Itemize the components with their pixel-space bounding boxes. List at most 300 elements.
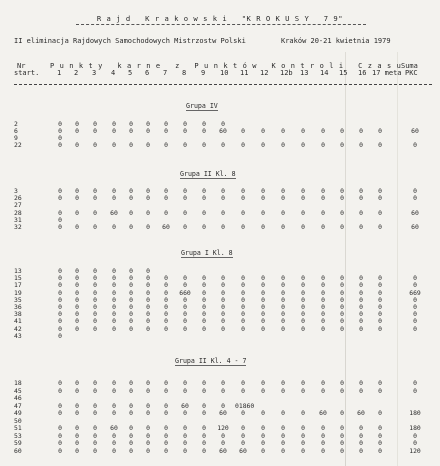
penalty-cell: 0 xyxy=(183,127,187,135)
sum-cell: 0 xyxy=(413,431,417,440)
penalty-cell: 0 xyxy=(281,424,285,432)
table-row xyxy=(0,223,440,231)
penalty-cell: 0 xyxy=(164,401,168,410)
penalty-cell: 0 xyxy=(321,310,325,319)
table-row xyxy=(0,447,440,455)
penalty-cell: 0 xyxy=(241,223,245,231)
penalty-cell: 0 xyxy=(183,310,187,319)
penalty-cell: 0 xyxy=(261,424,265,432)
penalty-cell: 0 xyxy=(378,281,382,290)
penalty-cell: 0 xyxy=(146,310,150,319)
penalty-cell: 0 xyxy=(129,317,133,326)
penalty-cell: 0 xyxy=(359,274,363,283)
penalty-cell: 0 xyxy=(75,424,79,432)
penalty-cell: 0 xyxy=(164,386,168,395)
penalty-cell: 0 xyxy=(146,439,150,447)
penalty-cell: 0 xyxy=(261,127,265,135)
start-number: 32 xyxy=(14,223,22,231)
sum-cell: 0 xyxy=(413,194,417,203)
penalty-cell: 0 xyxy=(261,439,265,447)
penalty-cell: 0 xyxy=(93,281,97,290)
penalty-cell: 0 xyxy=(340,310,344,319)
sum-cell: 0 xyxy=(413,379,417,387)
penalty-cell: 0 xyxy=(340,295,344,304)
penalty-cell: 0 xyxy=(340,288,344,297)
penalty-cell: 0 xyxy=(146,120,150,128)
penalty-cell: 0 xyxy=(281,141,285,149)
penalty-cell: 0 xyxy=(75,446,79,455)
penalty-cell: 0 xyxy=(340,194,344,203)
penalty-cell: 0 xyxy=(359,281,363,290)
col-number-18: 17 meta xyxy=(372,69,402,77)
penalty-cell: 0 xyxy=(359,386,363,395)
penalty-cell: 0 xyxy=(129,409,133,417)
penalty-cell: 0 xyxy=(340,439,344,447)
penalty-cell: 0 xyxy=(93,317,97,326)
penalty-cell: 0 xyxy=(261,208,265,217)
penalty-cell: 0 xyxy=(321,379,325,387)
penalty-cell: 0 xyxy=(164,141,168,149)
sum-cell: 120 xyxy=(409,446,421,455)
penalty-cell: 0 xyxy=(202,120,206,128)
penalty-cell: 0 xyxy=(164,120,168,128)
penalty-cell: 0 xyxy=(202,141,206,149)
penalty-cell: 0 xyxy=(221,120,225,128)
title-underline xyxy=(76,24,366,25)
penalty-cell: 0 xyxy=(301,317,305,326)
penalty-cell: 0 xyxy=(93,141,97,149)
penalty-cell: 0 xyxy=(359,127,363,135)
penalty-cell: 0 xyxy=(183,446,187,455)
penalty-cell: 0 xyxy=(183,424,187,432)
sum-cell: 0 xyxy=(413,310,417,319)
penalty-cell: 0 xyxy=(359,317,363,326)
penalty-cell: 0 xyxy=(75,288,79,297)
penalty-cell: 0 xyxy=(112,295,116,304)
penalty-cell: 0 xyxy=(340,208,344,217)
penalty-cell: 0 xyxy=(202,317,206,326)
penalty-cell: 0 xyxy=(129,288,133,297)
sum-cell: 0 xyxy=(413,439,417,447)
penalty-cell: 60 xyxy=(110,424,118,432)
penalty-cell: 0 xyxy=(301,310,305,319)
penalty-cell: 0 xyxy=(75,274,79,283)
penalty-cell: 0 xyxy=(146,424,150,432)
penalty-cell: 0 xyxy=(93,288,97,297)
penalty-cell: 0 xyxy=(241,281,245,290)
penalty-cell: 0 xyxy=(93,223,97,231)
penalty-cell: 0 xyxy=(58,274,62,283)
penalty-cell: 0 xyxy=(183,223,187,231)
penalty-cell: 0 xyxy=(183,439,187,447)
penalty-cell: 0 xyxy=(241,409,245,417)
penalty-cell: 0 xyxy=(202,208,206,217)
penalty-cell: 0 xyxy=(58,310,62,319)
penalty-cell: 0 xyxy=(301,274,305,283)
penalty-cell: 0 xyxy=(75,439,79,447)
penalty-cell: 0 xyxy=(321,223,325,231)
penalty-cell: 0 xyxy=(129,310,133,319)
penalty-cell: 0 xyxy=(321,281,325,290)
penalty-cell: 0 xyxy=(75,187,79,195)
penalty-cell: 0 xyxy=(164,324,168,333)
penalty-cell: 01860 xyxy=(235,401,255,410)
penalty-cell: 0 xyxy=(146,223,150,231)
penalty-cell: 0 xyxy=(340,431,344,440)
col-number-12: 12 xyxy=(260,69,269,77)
penalty-cell: 0 xyxy=(58,331,62,340)
penalty-cell: 0 xyxy=(378,386,382,395)
penalty-cell: 0 xyxy=(261,409,265,417)
penalty-cell: 0 xyxy=(146,446,150,455)
penalty-cell: 60 xyxy=(219,127,227,135)
penalty-cell: 0 xyxy=(146,267,150,275)
penalty-cell: 0 xyxy=(183,431,187,440)
group-title: Grupa IV xyxy=(186,102,218,110)
penalty-cell: 0 xyxy=(146,386,150,395)
penalty-cell: 0 xyxy=(301,379,305,387)
penalty-cell: 0 xyxy=(129,127,133,135)
penalty-cell: 0 xyxy=(359,310,363,319)
penalty-cell: 0 xyxy=(164,439,168,447)
penalty-cell: 0 xyxy=(261,281,265,290)
penalty-cell: 0 xyxy=(58,424,62,432)
penalty-cell: 0 xyxy=(281,324,285,333)
penalty-cell: 0 xyxy=(164,208,168,217)
penalty-cell: 0 xyxy=(340,446,344,455)
penalty-cell: 0 xyxy=(261,303,265,311)
penalty-cell: 0 xyxy=(75,281,79,290)
penalty-cell: 0 xyxy=(321,194,325,203)
penalty-cell: 0 xyxy=(75,208,79,217)
penalty-cell: 0 xyxy=(378,439,382,447)
penalty-cell: 0 xyxy=(58,288,62,297)
penalty-cell: 0 xyxy=(321,446,325,455)
col-number-11: 11 xyxy=(240,69,249,77)
penalty-cell: 0 xyxy=(241,324,245,333)
penalty-cell: 0 xyxy=(241,310,245,319)
penalty-cell: 0 xyxy=(301,409,305,417)
penalty-cell: 0 xyxy=(261,194,265,203)
penalty-cell: 0 xyxy=(321,317,325,326)
start-number: 9 xyxy=(14,134,18,142)
penalty-cell: 0 xyxy=(183,141,187,149)
penalty-cell: 0 xyxy=(241,303,245,311)
penalty-cell: 0 xyxy=(378,431,382,440)
penalty-cell: 0 xyxy=(112,439,116,447)
col-number-17: 16 xyxy=(358,69,367,77)
col-number-9: 9 xyxy=(201,69,206,77)
start-number: 17 xyxy=(14,281,22,290)
penalty-cell: 0 xyxy=(301,208,305,217)
sum-cell: 180 xyxy=(409,409,421,417)
penalty-cell: 0 xyxy=(378,194,382,203)
sum-cell: 0 xyxy=(413,324,417,333)
penalty-cell: 0 xyxy=(221,288,225,297)
penalty-cell: 0 xyxy=(281,310,285,319)
group-title: Grupa II Kl. 4 - 7 xyxy=(175,357,247,365)
penalty-cell: 0 xyxy=(261,324,265,333)
penalty-cell: 0 xyxy=(359,187,363,195)
penalty-cell: 0 xyxy=(93,120,97,128)
penalty-cell: 0 xyxy=(241,379,245,387)
penalty-cell: 0 xyxy=(321,187,325,195)
start-number: 46 xyxy=(14,394,22,402)
penalty-cell: 0 xyxy=(359,446,363,455)
penalty-cell: 120 xyxy=(217,424,229,432)
document-title: R a j d K r a k o w s k i "K R O K U S Y 7 9" xyxy=(96,14,344,23)
penalty-cell: 0 xyxy=(58,120,62,128)
penalty-cell: 0 xyxy=(129,274,133,283)
col-header-nr: Nr xyxy=(17,62,26,70)
penalty-cell: 0 xyxy=(112,324,116,333)
penalty-cell: 0 xyxy=(129,324,133,333)
penalty-cell: 0 xyxy=(93,127,97,135)
penalty-cell: 0 xyxy=(58,379,62,387)
penalty-cell: 60 xyxy=(110,208,118,217)
start-number: 19 xyxy=(14,288,22,297)
start-number: 42 xyxy=(14,324,22,333)
penalty-cell: 0 xyxy=(164,295,168,304)
penalty-cell: 0 xyxy=(75,267,79,275)
penalty-cell: 0 xyxy=(340,424,344,432)
penalty-cell: 0 xyxy=(321,424,325,432)
penalty-cell: 0 xyxy=(241,141,245,149)
penalty-cell: 0 xyxy=(58,134,62,142)
table-row xyxy=(0,332,440,340)
penalty-cell: 0 xyxy=(58,208,62,217)
penalty-cell: 0 xyxy=(301,295,305,304)
penalty-cell: 0 xyxy=(93,310,97,319)
penalty-cell: 0 xyxy=(378,303,382,311)
penalty-cell: 0 xyxy=(321,295,325,304)
penalty-cell: 0 xyxy=(183,120,187,128)
penalty-cell: 0 xyxy=(378,141,382,149)
penalty-cell: 0 xyxy=(93,446,97,455)
penalty-cell: 0 xyxy=(281,288,285,297)
penalty-cell: 0 xyxy=(281,208,285,217)
penalty-cell: 0 xyxy=(164,317,168,326)
penalty-cell: 0 xyxy=(241,431,245,440)
col-header-start: start. xyxy=(14,69,40,77)
penalty-cell: 0 xyxy=(129,446,133,455)
penalty-cell: 0 xyxy=(112,446,116,455)
penalty-cell: 0 xyxy=(241,274,245,283)
sum-cell: 0 xyxy=(413,274,417,283)
penalty-cell: 0 xyxy=(241,386,245,395)
penalty-cell: 0 xyxy=(301,439,305,447)
col-number-14: 13 xyxy=(300,69,309,77)
penalty-cell: 0 xyxy=(164,424,168,432)
penalty-cell: 0 xyxy=(378,127,382,135)
penalty-cell: 0 xyxy=(241,439,245,447)
penalty-cell: 0 xyxy=(112,141,116,149)
penalty-cell: 0 xyxy=(301,386,305,395)
penalty-cell: 0 xyxy=(340,187,344,195)
penalty-cell: 0 xyxy=(359,379,363,387)
penalty-cell: 0 xyxy=(301,431,305,440)
sum-cell: 0 xyxy=(413,386,417,395)
penalty-cell: 0 xyxy=(281,127,285,135)
penalty-cell: 0 xyxy=(281,446,285,455)
penalty-cell: 0 xyxy=(221,401,225,410)
penalty-cell: 0 xyxy=(281,194,285,203)
penalty-cell: 0 xyxy=(146,401,150,410)
penalty-cell: 0 xyxy=(202,409,206,417)
penalty-cell: 0 xyxy=(183,317,187,326)
penalty-cell: 0 xyxy=(129,439,133,447)
penalty-cell: 0 xyxy=(58,431,62,440)
penalty-cell: 0 xyxy=(112,401,116,410)
penalty-cell: 0 xyxy=(58,141,62,149)
penalty-cell: 0 xyxy=(112,431,116,440)
penalty-cell: 0 xyxy=(221,324,225,333)
penalty-cell: 0 xyxy=(321,324,325,333)
document-date: Kraków 20-21 kwietnia 1979 xyxy=(281,37,391,45)
penalty-cell: 0 xyxy=(129,295,133,304)
start-number: 31 xyxy=(14,215,22,224)
col-header-punkty: P u n k t y k a r n e z P u n k t ó w K o n t r o l i C z a s u xyxy=(50,62,402,70)
col-number-2: 2 xyxy=(74,69,79,77)
penalty-cell: 0 xyxy=(129,424,133,432)
penalty-cell: 0 xyxy=(112,317,116,326)
penalty-cell: 0 xyxy=(301,127,305,135)
sum-cell: 0 xyxy=(413,187,417,195)
penalty-cell: 0 xyxy=(93,267,97,275)
penalty-cell: 0 xyxy=(112,194,116,203)
penalty-cell: 0 xyxy=(261,386,265,395)
penalty-cell: 0 xyxy=(241,208,245,217)
penalty-cell: 0 xyxy=(75,223,79,231)
penalty-cell: 0 xyxy=(301,324,305,333)
penalty-cell: 0 xyxy=(340,386,344,395)
col-number-1: 1 xyxy=(57,69,62,77)
penalty-cell: 0 xyxy=(146,274,150,283)
penalty-cell: 0 xyxy=(340,303,344,311)
penalty-cell: 0 xyxy=(146,141,150,149)
penalty-cell: 0 xyxy=(183,379,187,387)
start-number: 27 xyxy=(14,201,22,210)
penalty-cell: 60 xyxy=(162,223,170,231)
penalty-cell: 0 xyxy=(202,401,206,410)
penalty-cell: 0 xyxy=(261,223,265,231)
penalty-cell: 0 xyxy=(378,317,382,326)
penalty-cell: 0 xyxy=(241,317,245,326)
penalty-cell: 0 xyxy=(75,303,79,311)
penalty-cell: 0 xyxy=(129,141,133,149)
penalty-cell: 0 xyxy=(221,274,225,283)
penalty-cell: 0 xyxy=(241,424,245,432)
penalty-cell: 0 xyxy=(378,288,382,297)
penalty-cell: 0 xyxy=(75,401,79,410)
penalty-cell: 0 xyxy=(359,431,363,440)
penalty-cell: 0 xyxy=(146,208,150,217)
penalty-cell: 0 xyxy=(93,194,97,203)
penalty-cell: 0 xyxy=(75,310,79,319)
penalty-cell: 0 xyxy=(281,281,285,290)
penalty-cell: 0 xyxy=(112,281,116,290)
penalty-cell: 0 xyxy=(112,187,116,195)
penalty-cell: 0 xyxy=(58,317,62,326)
start-number: 60 xyxy=(14,446,22,455)
penalty-cell: 0 xyxy=(183,187,187,195)
penalty-cell: 0 xyxy=(146,317,150,326)
penalty-cell: 0 xyxy=(129,303,133,311)
penalty-cell: 0 xyxy=(202,303,206,311)
penalty-cell: 0 xyxy=(340,141,344,149)
penalty-cell: 0 xyxy=(129,386,133,395)
penalty-cell: 0 xyxy=(93,424,97,432)
penalty-cell: 0 xyxy=(378,324,382,333)
penalty-cell: 0 xyxy=(75,120,79,128)
penalty-cell: 0 xyxy=(202,431,206,440)
start-number: 38 xyxy=(14,310,22,319)
penalty-cell: 0 xyxy=(261,310,265,319)
penalty-cell: 0 xyxy=(281,409,285,417)
start-number: 26 xyxy=(14,194,22,203)
penalty-cell: 0 xyxy=(378,187,382,195)
penalty-cell: 0 xyxy=(378,274,382,283)
penalty-cell: 0 xyxy=(378,295,382,304)
penalty-cell: 0 xyxy=(183,295,187,304)
penalty-cell: 0 xyxy=(146,409,150,417)
penalty-cell: 0 xyxy=(146,187,150,195)
penalty-cell: 0 xyxy=(202,295,206,304)
penalty-cell: 0 xyxy=(129,194,133,203)
penalty-cell: 0 xyxy=(221,439,225,447)
penalty-cell: 0 xyxy=(129,431,133,440)
start-number: 2 xyxy=(14,120,18,128)
penalty-cell: 0 xyxy=(183,274,187,283)
penalty-cell: 0 xyxy=(75,295,79,304)
penalty-cell: 0 xyxy=(281,317,285,326)
penalty-cell: 0 xyxy=(183,409,187,417)
penalty-cell: 0 xyxy=(321,208,325,217)
penalty-cell: 0 xyxy=(202,424,206,432)
penalty-cell: 0 xyxy=(112,127,116,135)
penalty-cell: 0 xyxy=(340,317,344,326)
table-row xyxy=(0,141,440,149)
penalty-cell: 0 xyxy=(241,288,245,297)
penalty-cell: 0 xyxy=(261,187,265,195)
penalty-cell: 0 xyxy=(281,223,285,231)
penalty-cell: 0 xyxy=(58,409,62,417)
penalty-cell: 0 xyxy=(261,379,265,387)
penalty-cell: 0 xyxy=(321,127,325,135)
penalty-cell: 0 xyxy=(164,303,168,311)
penalty-cell: 0 xyxy=(261,274,265,283)
penalty-cell: 0 xyxy=(75,409,79,417)
penalty-cell: 0 xyxy=(93,303,97,311)
penalty-cell: 0 xyxy=(378,310,382,319)
penalty-cell: 0 xyxy=(281,386,285,395)
penalty-cell: 0 xyxy=(378,446,382,455)
penalty-cell: 0 xyxy=(164,446,168,455)
start-number: 15 xyxy=(14,274,22,283)
penalty-cell: 0 xyxy=(93,431,97,440)
start-number: 18 xyxy=(14,379,22,387)
penalty-cell: 0 xyxy=(261,295,265,304)
start-number: 22 xyxy=(14,141,22,149)
penalty-cell: 0 xyxy=(146,194,150,203)
sum-cell: 669 xyxy=(409,288,421,297)
penalty-cell: 0 xyxy=(221,303,225,311)
penalty-cell: 0 xyxy=(146,127,150,135)
penalty-cell: 0 xyxy=(301,187,305,195)
penalty-cell: 0 xyxy=(261,431,265,440)
penalty-cell: 0 xyxy=(146,288,150,297)
penalty-cell: 0 xyxy=(112,386,116,395)
